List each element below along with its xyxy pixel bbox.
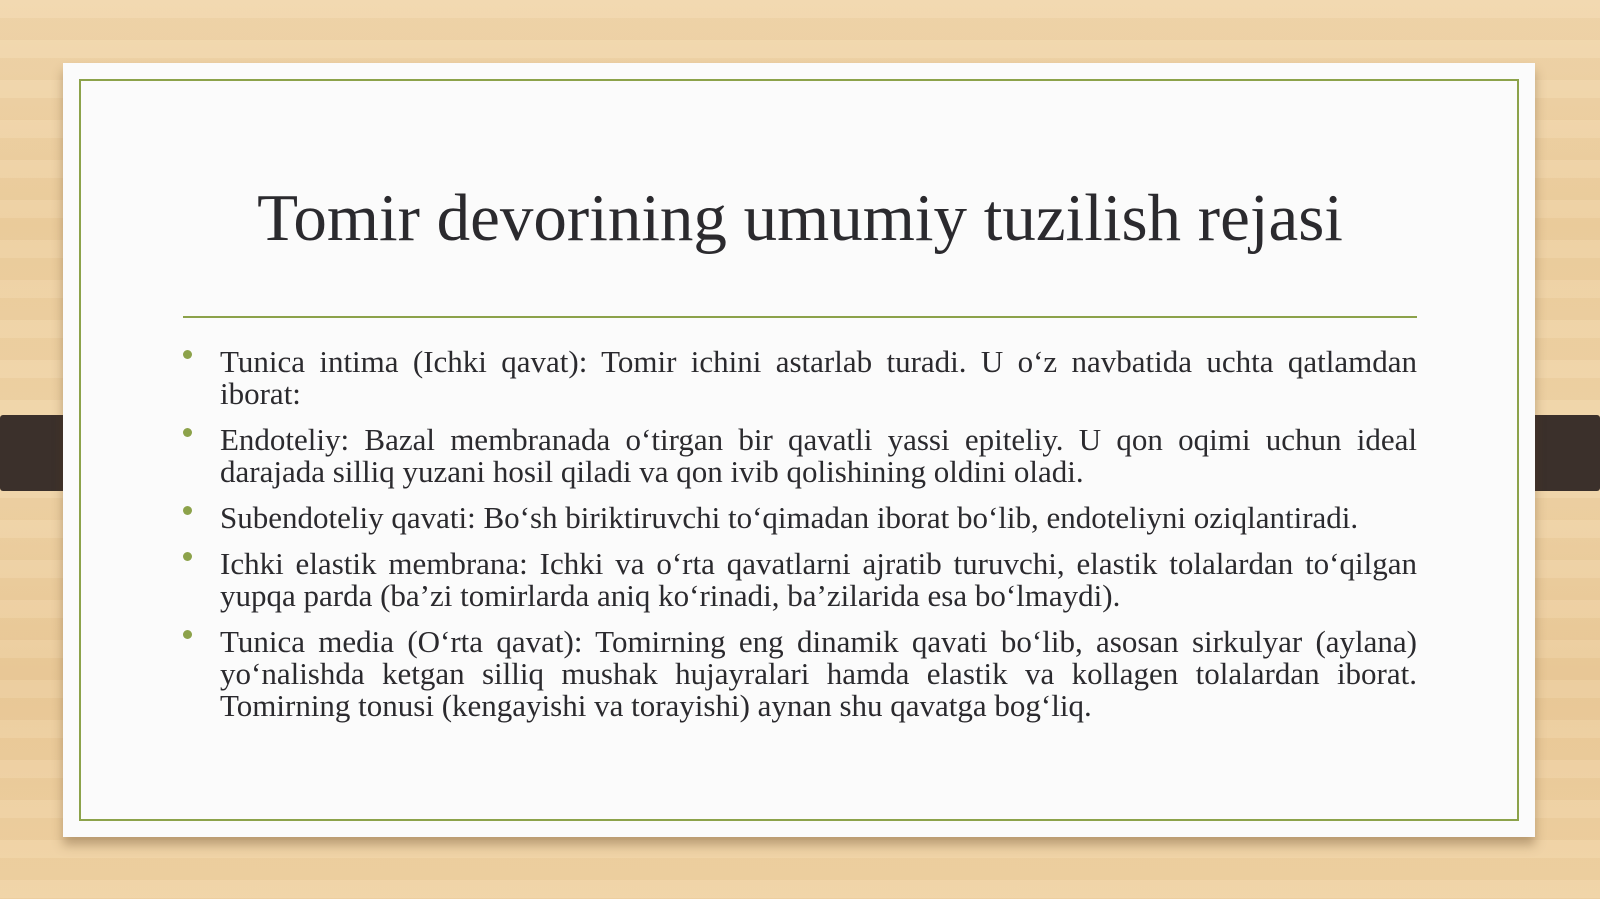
bullet-text: Subendoteliy qavati: Bo‘sh biriktiruvchi to‘qimadan iborat bo‘lib, endoteliyni oziqlantiradi. — [220, 500, 1359, 535]
bullet-dot-icon — [183, 506, 192, 515]
bullet-text: Tunica media (O‘rta qavat): Tomirning eng dinamik qavati bo‘lib, asosan sirkulyar (aylana) yo‘nalishda ketgan silliq mushak hujayralari hamda elastik va kollagen tolalardan iborat. Tomirning tonusi (kengayishi va torayishi) aynan shu qavatga bog‘liq. — [220, 624, 1417, 723]
bullet-item — [183, 346, 1417, 410]
bullet-dot-icon — [183, 428, 192, 437]
bullet-dot-icon — [183, 630, 192, 639]
title-divider — [183, 316, 1417, 318]
bullet-list — [183, 346, 1417, 736]
bullet-item — [183, 626, 1417, 722]
bullet-text: Tunica intima (Ichki qavat): Tomir ichini astarlab turadi. U o‘z navbatida uchta qatlamdan iborat: — [220, 344, 1417, 411]
bullet-item — [183, 424, 1417, 488]
bullet-dot-icon — [183, 552, 192, 561]
bullet-dot-icon — [183, 350, 192, 359]
bullet-item — [183, 548, 1417, 612]
slide-title: Tomir devorining umumiy tuzilish rejasi — [257, 181, 1343, 255]
bullet-text: Endoteliy: Bazal membranada o‘tirgan bir qavatli yassi epiteliy. U qon oqimi uchun ideal darajada silliq yuzani hosil qiladi va qon ivib qolishining oldini oladi. — [220, 422, 1417, 489]
bullet-text: Ichki elastik membrana: Ichki va o‘rta qavatlarni ajratib turuvchi, elastik tolalardan to‘qilgan yupqa parda (ba’zi tomirlarda aniq ko‘rinadi, ba’zilarida esa bo‘lmaydi). — [220, 546, 1417, 613]
bullet-item — [183, 502, 1417, 534]
